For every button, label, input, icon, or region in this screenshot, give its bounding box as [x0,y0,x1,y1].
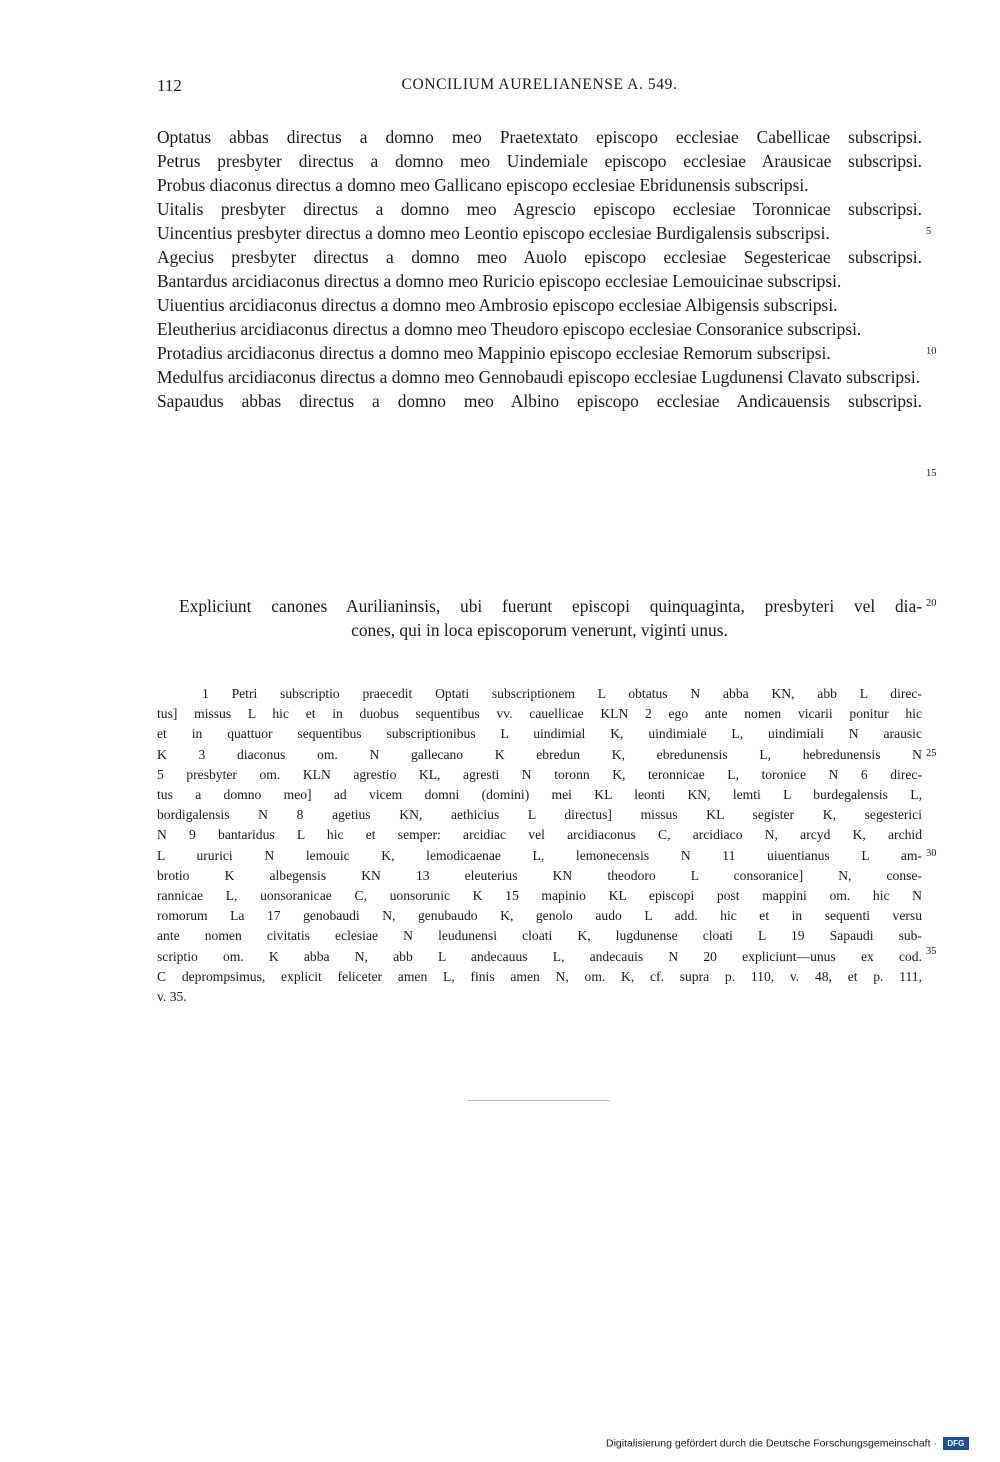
apparatus-line: tus a domno meo] ad vicem domni (domini) mei KL leonti KN, lemti L burdegalensis L, [157,787,922,803]
apparatus-line: romorum La 17 genobaudi N, genubaudo K, genolo audo L add. hic et in sequenti versu [157,908,922,924]
subscription-entry: Uincentius presbyter directus a domno meo Leontio episcopo ecclesiae Burdigalensis subscripsi. [157,223,830,243]
page-header [157,76,922,100]
apparatus-line: 5 presbyter om. KLN agrestio KL, agresti N toronn K, teronnicae L, toronice N 6 direc- [157,766,922,782]
line-number: 35 [926,946,937,957]
critical-apparatus [157,684,922,1007]
line-number: 25 [926,748,937,759]
apparatus-line: 1 Petri subscriptio praecedit Optati subscriptionem L obtatus N abba KN, abb L direc- [202,686,922,701]
apparatus-line: ante nomen civitatis eclesiae N leudunensi cloati K, lugdunense cloati L 19 Sapaudi sub- [157,928,922,944]
apparatus-line: v. 35. [157,989,187,1005]
apparatus-line: brotio K albegensis KN 13 eleuterius KN theodoro L consoranice] N, conse- [157,867,922,883]
line-number: 5 [926,226,932,237]
line-number: 15 [926,468,937,479]
line-number: 30 [926,848,937,859]
subscription-entry: Probus diaconus directus a domno meo Gallicano episcopo ecclesiae Ebridunensis subscripsi. [157,175,809,195]
dfg-logo-icon: DFG [943,1437,969,1450]
footer-credit: Digitalisierung gefördert durch die Deutsche Forschungsgemeinschaft [606,1437,931,1450]
page-number: 112 [157,76,182,95]
subscription-entry: Medulfus arcidiaconus directus a domno meo Gennobaudi episcopo ecclesiae Lugdunensi Clavato subscripsi. [157,367,921,387]
apparatus-line: et in quattuor sequentibus subscriptionibus L uindimial K, uindimiale L, uindimiali N arausic [157,726,922,742]
explicit-line: Expliciunt canones Aurilianinsis, ubi fuerunt episcopi quinquaginta, presbyteri vel dia- [179,596,922,616]
apparatus-line: tus] missus L hic et in duobus sequentibus vv. cauellicae KLN 2 ego ante nomen vicarii ponitur hic [157,706,922,722]
apparatus-line: K 3 diaconus om. N gallecano K ebredun K, ebredunensis L, hebredunensis N [157,746,922,762]
footer: Digitalisierung gefördert durch die Deutsche Forschungsgemeinschaft · DFG [606,1437,990,1453]
subscription-entry: Petrus presbyter directus a domno meo Uindemiale episcopo ecclesiae Arausicae subscripsi. [157,151,922,171]
section-divider [468,1100,610,1101]
subscription-entry: Protadius arcidiaconus directus a domno meo Mappinio episcopo ecclesiae Remorum subscripsi. [157,343,831,363]
subscription-entry: Agecius presbyter directus a domno meo Auolo episcopo ecclesiae Segestericae subscripsi. [157,247,922,267]
line-number: 10 [926,346,937,357]
line-number: 20 [926,598,937,609]
subscription-list [157,125,922,413]
subscription-entry: Bantardus arcidiaconus directus a domno meo Ruricio episcopo ecclesiae Lemouicinae subscripsi. [157,271,842,291]
running-title: CONCILIUM AURELIANENSE A. 549. [401,76,678,93]
apparatus-line: N 9 bantaridus L hic et semper: arcidiac vel arcidiaconus C, arcidiaco N, arcyd K, archid [157,827,922,843]
apparatus-line: C deprompsimus, explicit feliceter amen L, finis amen N, om. K, cf. supra p. 110, v. 48, et p. 111, [157,968,922,984]
apparatus-line: bordigalensis N 8 agetius KN, aethicius L directus] missus KL segister K, segesterici [157,807,922,823]
apparatus-line: rannicae L, uonsoranicae C, uonsorunic K 15 mapinio KL episcopi post mappini om. hic N [157,888,922,904]
subscription-entry: Eleutherius arcidiaconus directus a domno meo Theudoro episcopo ecclesiae Consoranice subscripsi. [157,319,862,339]
subscription-entry: Uiuentius arcidiaconus directus a domno meo Ambrosio episcopo ecclesiae Albigensis subscripsi. [157,295,838,315]
explicit-line: cones, qui in loca episcoporum venerunt, viginti unus. [351,620,728,640]
subscription-entry: Uitalis presbyter directus a domno meo Agrescio episcopo ecclesiae Toronnicae subscripsi. [157,199,922,219]
subscription-entry: Sapaudus abbas directus a domno meo Albino episcopo ecclesiae Andicauensis subscripsi. [157,391,922,411]
subscription-entry: Optatus abbas directus a domno meo Praetextato episcopo ecclesiae Cabellicae subscripsi. [157,127,922,147]
apparatus-line: L ururici N lemouic K, lemodicaenae L, lemonecensis N 11 uiuentianus L am- [157,847,922,863]
explicit-paragraph [157,594,922,642]
apparatus-line: scriptio om. K abba N, abb L andecauus L, andecauis N 20 expliciunt—unus ex cod. [157,948,922,964]
